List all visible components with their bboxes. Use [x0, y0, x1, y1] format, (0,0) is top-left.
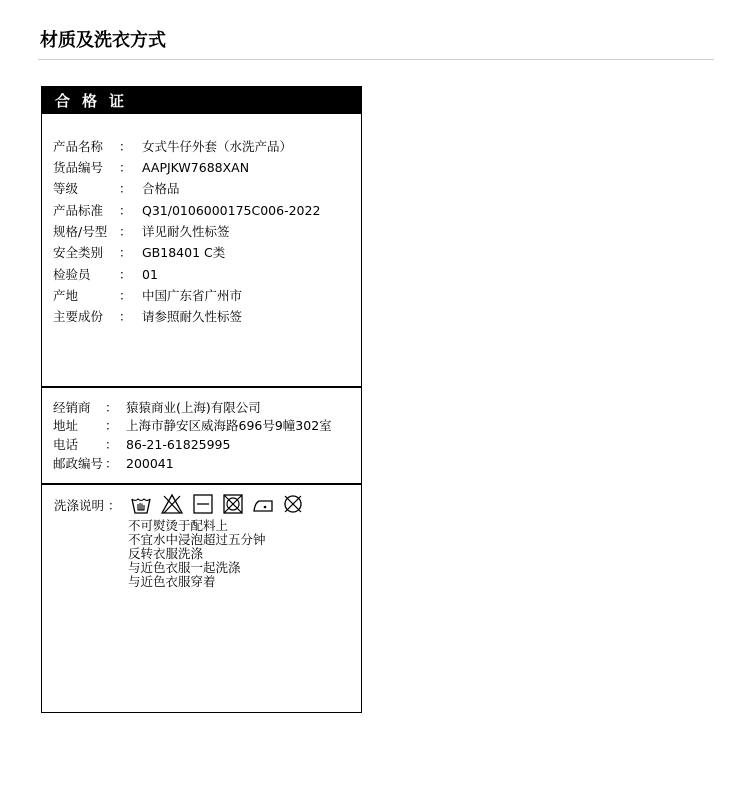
- row-colon: ：: [119, 139, 132, 154]
- tag-header: [42, 87, 361, 114]
- row-colon: ：: [119, 160, 132, 175]
- row-colon: ：: [119, 288, 132, 303]
- care-note: 不宜水中浸泡超过五分钟: [128, 532, 266, 547]
- row-colon: ：: [119, 245, 132, 260]
- care-note: 与近色衣服穿着: [128, 574, 216, 589]
- row-value: 猿猿商业(上海)有限公司: [126, 400, 261, 415]
- row-colon: ：: [119, 309, 132, 324]
- row-value: 详见耐久性标签: [142, 224, 230, 239]
- row-value: 200041: [126, 456, 174, 471]
- row-colon: ：: [105, 437, 118, 452]
- row-value: 女式牛仔外套（水洗产品）: [142, 139, 293, 154]
- care-note: 不可熨烫于配料上: [128, 518, 229, 533]
- row-label: 邮政编号: [53, 456, 104, 471]
- row-colon: ：: [119, 203, 132, 218]
- row-colon: ：: [119, 181, 132, 196]
- row-value: 上海市静安区威海路696号9幢302室: [126, 418, 332, 433]
- row-colon: ：: [105, 400, 118, 415]
- row-value: 合格品: [142, 181, 180, 196]
- row-value: Q31/0106000175C006-2022: [142, 203, 321, 218]
- section-divider: [42, 386, 361, 388]
- no-dry-clean-icon: [282, 493, 304, 515]
- care-note: 与近色衣服一起洗涤: [128, 560, 241, 575]
- care-note: 反转衣服洗涤: [128, 546, 204, 561]
- row-colon: ：: [119, 267, 132, 282]
- care-notes: [128, 519, 266, 589]
- row-colon: ：: [119, 224, 132, 239]
- page-title: 材质及洗衣方式: [40, 30, 166, 51]
- no-tumble-dry-icon: [222, 493, 244, 515]
- row-label: 产品名称: [53, 139, 104, 154]
- no-bleach-icon: [161, 493, 183, 515]
- row-value: 86-21-61825995: [126, 437, 231, 452]
- iron-low-icon: [252, 493, 274, 515]
- row-label: 检验员: [53, 267, 91, 282]
- row-colon: ：: [105, 418, 118, 433]
- title-divider: [38, 59, 714, 60]
- line-dry-icon: [192, 493, 214, 515]
- row-colon: ：: [105, 456, 118, 471]
- row-label: 等级: [53, 181, 79, 196]
- row-value: 请参照耐久性标签: [142, 309, 243, 324]
- section-divider: [42, 483, 361, 485]
- row-label: 产品标准: [53, 203, 104, 218]
- row-label: 安全类别: [53, 245, 104, 260]
- care-instructions-label: 洗涤说明 ：: [54, 498, 121, 513]
- row-value: 中国广东省广州市: [142, 288, 243, 303]
- row-label: 地址: [53, 418, 79, 433]
- tag-header-title: 合格证: [55, 92, 137, 110]
- row-label: 主要成份: [53, 309, 104, 324]
- certificate-tag: [41, 86, 362, 713]
- row-label: 经销商: [53, 400, 91, 415]
- row-label: 产地: [53, 288, 79, 303]
- row-value: AAPJKW7688XAN: [142, 160, 250, 175]
- row-value: GB18401 C类: [142, 245, 226, 260]
- row-label: 电话: [53, 437, 79, 452]
- hand-wash-icon: [130, 493, 152, 515]
- row-label: 货品编号: [53, 160, 104, 175]
- row-value: 01: [142, 267, 158, 282]
- row-label: 规格/号型: [53, 224, 108, 239]
